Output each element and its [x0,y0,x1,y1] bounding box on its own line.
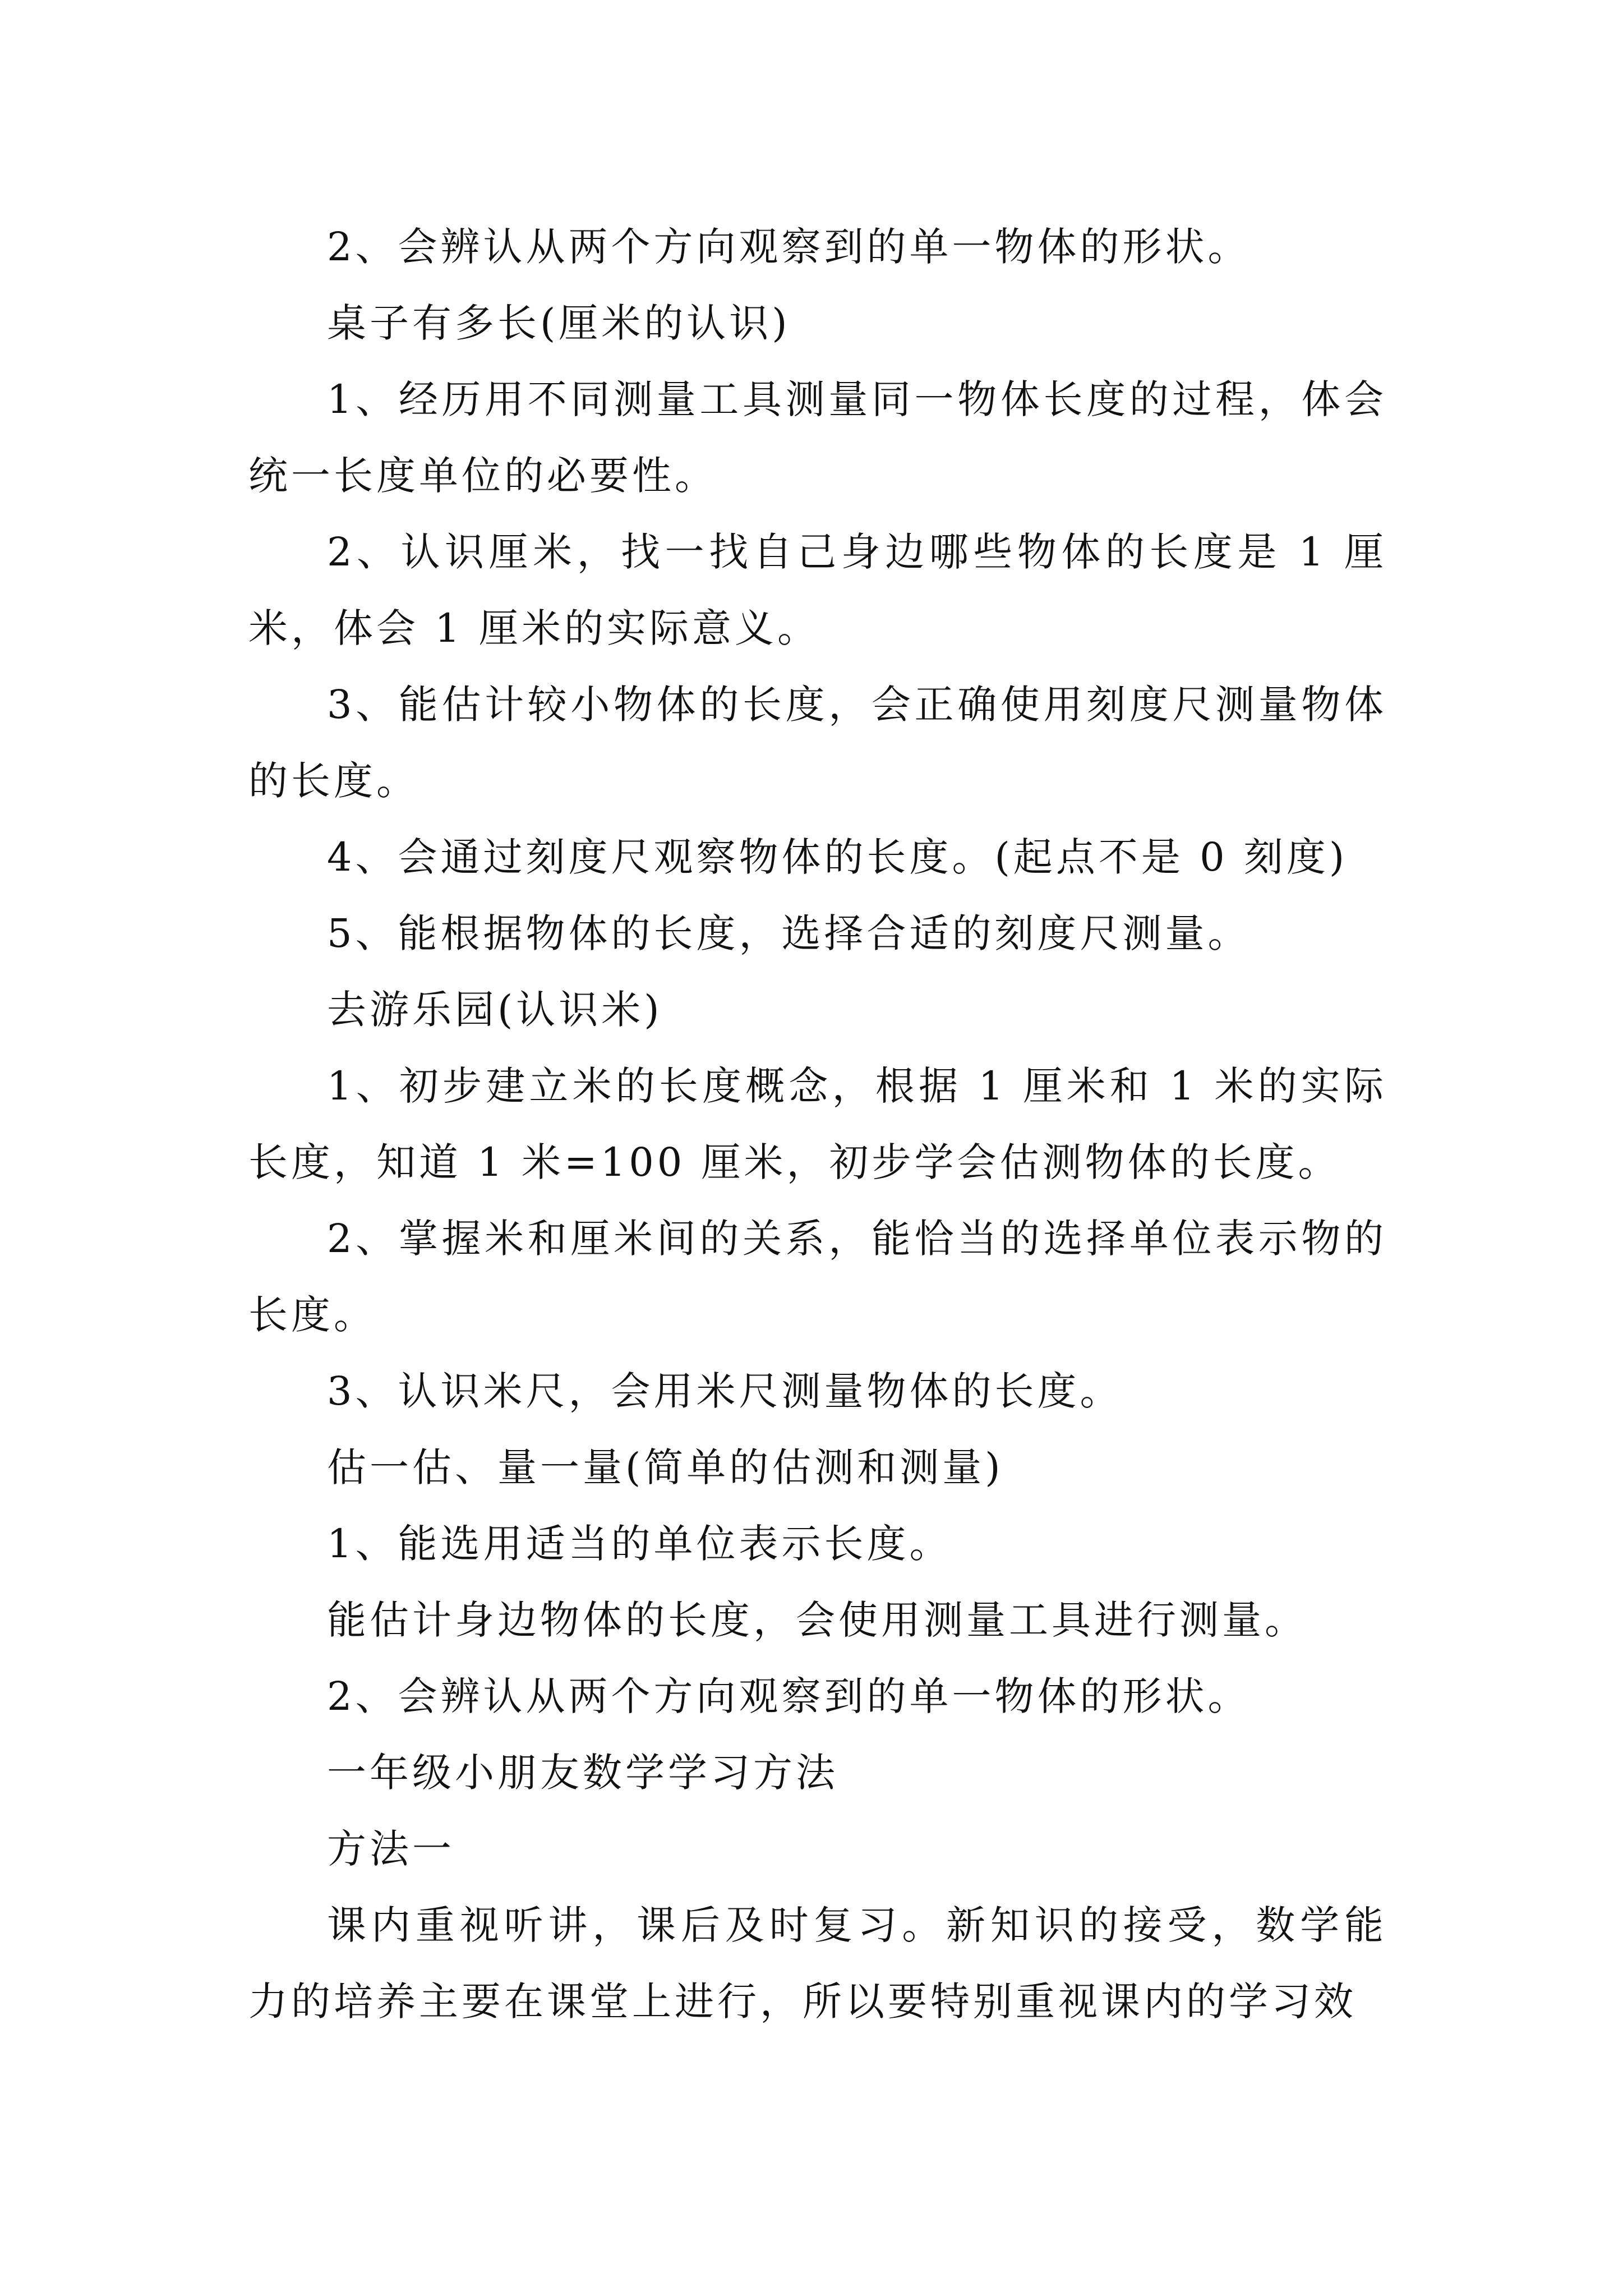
section-heading: 桌子有多长(厘米的认识) [327,300,791,346]
paragraph: 课内重视听讲，课后及时复习。新知识的接受，数学能力的培养主要在课堂上进行，所以要特别重视课内的学习效 [248,1902,1387,2024]
paragraph: 3、认识米尺，会用米尺测量物体的长度。 [327,1368,1123,1414]
paragraph: 2、会辨认从两个方向观察到的单一物体的形状。 [327,224,1251,270]
section-heading: 估一估、量一量(简单的估测和测量) [327,1444,1004,1490]
paragraph: 2、会辨认从两个方向观察到的单一物体的形状。 [327,1673,1251,1719]
paragraph: 1、能选用适当的单位表示长度。 [327,1521,952,1567]
paragraph: 2、掌握米和厘米间的关系，能恰当的选择单位表示物的长度。 [248,1216,1387,1338]
subsection-heading: 方法一 [327,1826,455,1872]
paragraph: 4、会通过刻度尺观察物体的长度。(起点不是 0 刻度) [327,834,1348,880]
paragraph: 5、能根据物体的长度，选择合适的刻度尺测量。 [327,910,1251,956]
paragraph: 3、能估计较小物体的长度，会正确使用刻度尺测量物体的长度。 [248,682,1387,804]
paragraph: 1、初步建立米的长度概念，根据 1 厘米和 1 米的实际长度，知道 1 米=100 厘米，初步学会估测物体的长度。 [248,1063,1387,1185]
section-heading: 去游乐园(认识米) [327,987,663,1033]
section-heading: 一年级小朋友数学学习方法 [327,1750,838,1796]
document-body [248,209,1387,2040]
paragraph: 能估计身边物体的长度，会使用测量工具进行测量。 [327,1597,1307,1643]
paragraph: 1、经历用不同测量工具测量同一物体长度的过程，体会统一长度单位的必要性。 [248,376,1387,499]
paragraph: 2、认识厘米，找一找自己身边哪些物体的长度是 1 厘米，体会 1 厘米的实际意义。 [248,529,1387,651]
